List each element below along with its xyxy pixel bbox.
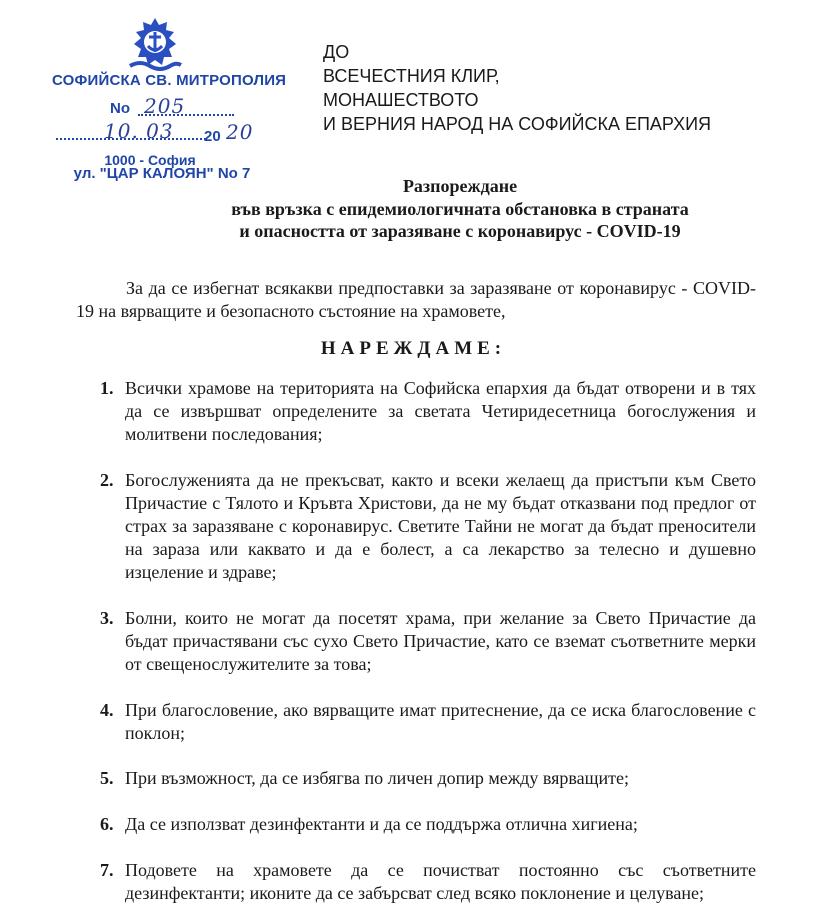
stamp-city: 1000 - София bbox=[104, 152, 196, 168]
addressee-block bbox=[323, 40, 711, 136]
list-item-number: 6. bbox=[100, 814, 114, 834]
list-item-text: При възможност, да се избягва по личен допир между вярващите; bbox=[125, 768, 629, 788]
list-item-number: 1. bbox=[100, 378, 114, 398]
list-item-text: Да се използват дезинфектанти и да се поддържа отлична хигиена; bbox=[125, 814, 638, 834]
diocese-seal-icon bbox=[126, 16, 184, 72]
list-item bbox=[100, 699, 756, 745]
document-title: Разпореждане bbox=[402, 176, 518, 196]
addressee-line: И ВЕРНИЯ НАРОД НА СОФИЙСКА ЕПАРХИЯ bbox=[323, 114, 712, 134]
addressee-line: МОНАШЕСТВОТО bbox=[323, 90, 479, 110]
list-item-text: Подовете на храмовете да се почистват постоянно със съответните дезинфектанти; иконите да се забърсват след всяко поклонение и целуване; bbox=[125, 860, 756, 903]
list-item-number: 7. bbox=[100, 860, 114, 880]
list-item bbox=[100, 859, 756, 905]
list-item-text: Болни, които не могат да посетят храма, при желание за Свето Причастие да бъдат причастявани със сухо Свето Причастие, като се вземат съответните мерки от свещенослужителите за това; bbox=[125, 608, 756, 674]
intro-paragraph: За да се избегнат всякакви предпоставки за заразяване от коронавирус - COVID-19 на вярващите и безопасното състояние на храмовете, bbox=[76, 278, 756, 321]
list-item bbox=[100, 607, 756, 676]
list-item bbox=[100, 813, 756, 836]
list-item-number: 2. bbox=[100, 470, 114, 490]
stamp-organization: СОФИЙСКА СВ. МИТРОПОЛИЯ bbox=[52, 72, 287, 89]
document-subtitle-line: и опасността от заразяване с коронавирус - COVID-19 bbox=[239, 221, 681, 241]
list-item bbox=[100, 469, 756, 584]
list-item-text: Богослуженията да не прекъсват, както и всеки желаещ да пристъпи към Свето Причастие с Тялото и Кръвта Христови, да не му бъдат отказвани под предлог от страх за заразяване с коронавирус. Светите Тайни не могат да бъдат преносители на зараза или каквато и да е болест, а са лекарство за телесно и душевно изцеление и здраве; bbox=[125, 470, 756, 582]
list-item bbox=[100, 377, 756, 446]
stamp-year-value: 20 bbox=[226, 120, 254, 144]
order-heading: НАРЕЖДАМЕ: bbox=[320, 338, 507, 359]
stamp-date-value: 10. 03 bbox=[104, 119, 174, 143]
list-item-number: 3. bbox=[100, 608, 114, 628]
stamp-number-label: No bbox=[110, 100, 130, 117]
list-item-text: При благословение, ако вярващите имат притеснение, да се иска благословение с поклон; bbox=[125, 700, 756, 743]
official-stamp bbox=[52, 16, 287, 182]
list-item-number: 5. bbox=[100, 768, 114, 788]
document-subtitle-line: във връзка с епидемиологичната обстановка в страната bbox=[231, 199, 689, 219]
addressee-line: ДО bbox=[323, 42, 350, 62]
stamp-street: ул. "ЦАР КАЛОЯН" No 7 bbox=[73, 165, 251, 182]
list-item bbox=[100, 767, 756, 790]
list-item-text: Всички храмове на територията на Софийска епархия да бъдат отворени и в тях да се извършват определените за светата Четиридесетница богослужения и молитвени последования; bbox=[125, 378, 756, 444]
list-item-number: 4. bbox=[100, 700, 114, 720]
addressee-line: ВСЕЧЕСТНИЯ КЛИР, bbox=[323, 66, 500, 86]
stamp-year-prefix: 20 bbox=[204, 128, 221, 145]
stamp-number-value: 205 bbox=[144, 94, 186, 118]
